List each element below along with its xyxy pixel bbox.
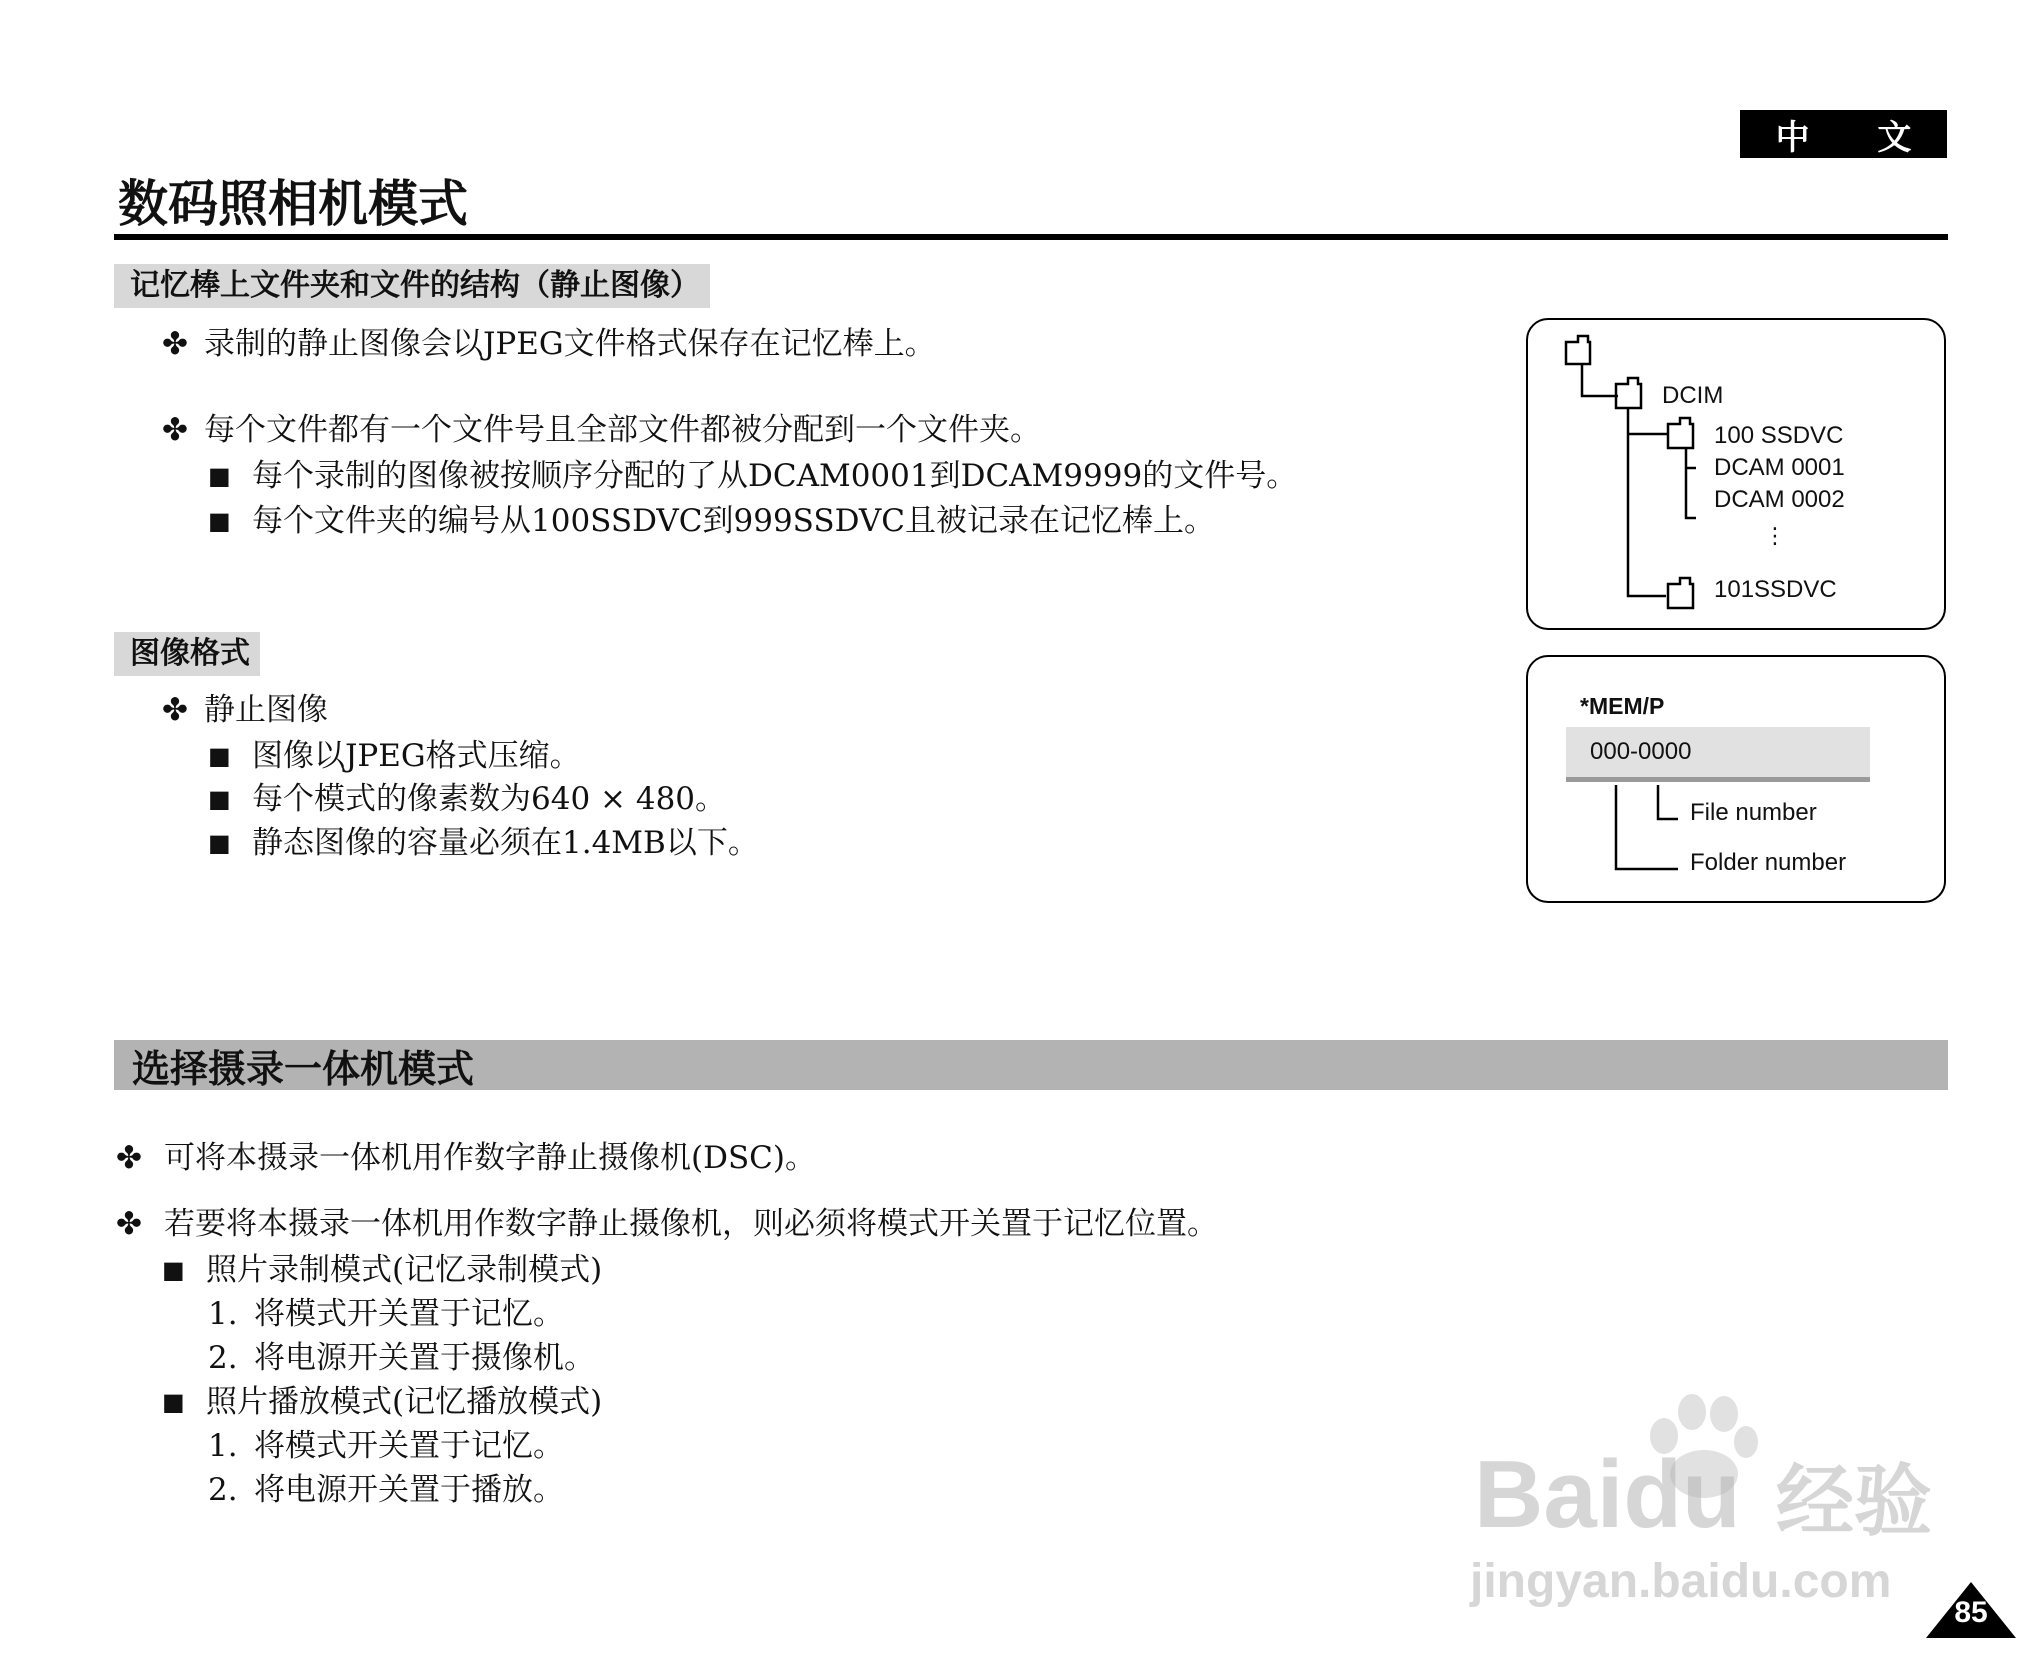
step-item (208, 1426, 564, 1466)
folder-100ssdvc-label: 100 SSDVC (1714, 422, 1844, 449)
page-number: 85 (1954, 1596, 1988, 1629)
watermark-brand: Baidu (1474, 1441, 1741, 1548)
folder-101ssdvc-icon (1668, 578, 1693, 608)
step-number: 2. (208, 1472, 238, 1508)
clover-bullet-icon: ✤ (116, 1140, 142, 1176)
watermark-cn: 经验 (1776, 1457, 1933, 1545)
folder-tree-diagram (1526, 318, 1946, 630)
sub-bullet-text: 图像以JPEG格式压缩。 (252, 738, 581, 774)
title-divider (114, 234, 1948, 240)
sub-bullet-item (208, 779, 726, 819)
bullet-text: 录制的静止图像会以JPEG文件格式保存在记忆棒上。 (204, 326, 936, 362)
folder-101ssdvc-label: 101SSDVC (1714, 576, 1837, 603)
folder-100ssdvc-icon (1668, 418, 1693, 448)
step-number: 1. (208, 1428, 238, 1464)
square-bullet-icon: ■ (208, 462, 231, 490)
file-number-display: 000-0000 (1566, 727, 1870, 777)
bullet-text: 若要将本摄录一体机用作数字静止摄像机，则必须将模式开关置于记忆位置。 (164, 1206, 1218, 1242)
watermark-url: jingyan.baidu.com (1470, 1555, 1892, 1608)
step-number: 1. (208, 1296, 238, 1332)
page-title: 数码照相机模式 (118, 175, 468, 233)
mem-display-diagram (1526, 655, 1946, 903)
folder-number-label: Folder number (1690, 849, 1847, 876)
dcim-folder-icon (1616, 378, 1641, 408)
clover-bullet-icon: ✤ (162, 412, 188, 448)
sub-bullet-text: 每个文件夹的编号从100SSDVC到999SSDVC且被记录在记忆棒上。 (252, 503, 1216, 539)
sub-bullet-item (208, 823, 759, 863)
bullet-item (162, 324, 936, 364)
step-item (208, 1338, 595, 1378)
sub-bullet-item (208, 736, 581, 776)
ellipsis-mark: ⋮ (1764, 523, 1786, 548)
clover-bullet-icon: ✤ (116, 1206, 142, 1242)
step-item (208, 1470, 564, 1510)
sub-bullet-text: 每个录制的图像被按顺序分配的了从DCAM0001到DCAM9999的文件号。 (252, 458, 1298, 494)
file-dcam0001-label: DCAM 0001 (1714, 454, 1845, 481)
photo-record-mode-title: 照片录制模式(记忆录制模式) (206, 1252, 603, 1288)
bullet-item (162, 690, 328, 730)
root-folder-icon (1566, 336, 1590, 364)
photo-play-mode-title: 照片播放模式(记忆播放模式) (206, 1384, 603, 1420)
step-item (208, 1294, 564, 1334)
sub-bullet-item (208, 501, 1215, 541)
step-text: 将模式开关置于记忆。 (254, 1296, 564, 1332)
mem-p-title: *MEM/P (1580, 693, 1665, 719)
clover-bullet-icon: ✤ (162, 326, 188, 362)
section-heading-select-camcorder-mode: 选择摄录一体机模式 (114, 1040, 1948, 1090)
bullet-text: 静止图像 (204, 692, 328, 728)
step-number: 2. (208, 1340, 238, 1376)
square-bullet-icon: ■ (208, 507, 231, 535)
bullet-text: 每个文件都有一个文件号且全部文件都被分配到一个文件夹。 (204, 412, 1041, 448)
square-bullet-icon: ■ (162, 1256, 185, 1284)
step-text: 将电源开关置于播放。 (254, 1472, 564, 1508)
sub-bullet-text: 静态图像的容量必须在1.4MB以下。 (252, 825, 759, 861)
language-badge: 中 文 (1740, 110, 1947, 158)
photo-play-mode-item (162, 1382, 602, 1422)
bullet-item (116, 1138, 816, 1178)
square-bullet-icon: ■ (208, 785, 231, 813)
photo-record-mode-item (162, 1250, 602, 1290)
file-dcam0002-label: DCAM 0002 (1714, 486, 1845, 513)
section-heading-image-format: 图像格式 (114, 632, 260, 676)
sub-bullet-text: 每个模式的像素数为640 × 480。 (252, 781, 727, 817)
clover-bullet-icon: ✤ (162, 692, 188, 728)
bullet-item (162, 410, 1041, 450)
square-bullet-icon: ■ (208, 742, 231, 770)
dcim-label: DCIM (1662, 382, 1724, 409)
step-text: 将电源开关置于摄像机。 (254, 1340, 595, 1376)
sub-bullet-item (208, 456, 1297, 496)
square-bullet-icon: ■ (208, 829, 231, 857)
section-heading-folder-structure: 记忆棒上文件夹和文件的结构（静止图像） (114, 264, 710, 308)
bullet-text: 可将本摄录一体机用作数字静止摄像机(DSC)。 (164, 1140, 816, 1176)
bullet-item (116, 1204, 1218, 1244)
step-text: 将模式开关置于记忆。 (254, 1428, 564, 1464)
file-number-label: File number (1690, 799, 1817, 826)
square-bullet-icon: ■ (162, 1388, 185, 1416)
